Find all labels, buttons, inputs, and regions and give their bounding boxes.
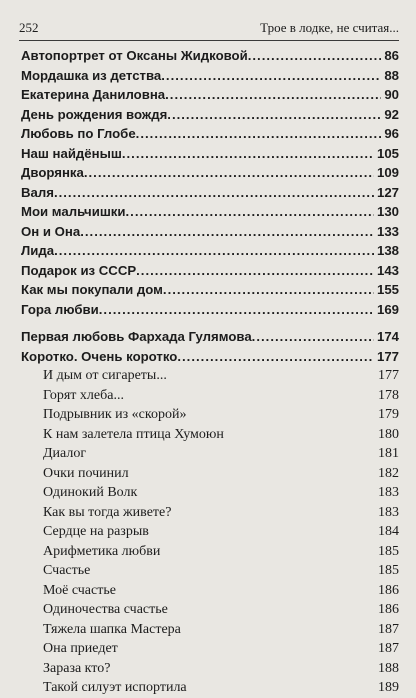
- toc-entry-title: Мордашка из детства: [21, 67, 162, 83]
- dot-leader: [163, 280, 374, 300]
- toc-entry: [21, 620, 399, 640]
- toc-entry-page: 187: [378, 641, 399, 656]
- toc-entry-title: Счастье: [43, 563, 91, 578]
- toc-entry: [21, 163, 399, 183]
- page-header: [19, 18, 399, 41]
- toc-entry-title: Екатерина Даниловна: [21, 87, 166, 102]
- toc-entry-page: 181: [378, 446, 399, 461]
- toc-entry: [21, 202, 399, 222]
- toc-entry-page: 174: [376, 329, 399, 344]
- toc-entry-page: 105: [376, 145, 399, 161]
- toc-entry-title: Зараза кто?: [43, 660, 111, 676]
- section-gap: [21, 319, 399, 327]
- toc-entry-page: 186: [378, 582, 399, 598]
- toc-entry-title: Диалог: [43, 446, 87, 461]
- toc-entry-title: Он и Она: [21, 223, 81, 239]
- toc-entry: [21, 678, 399, 698]
- toc-entry-page: 187: [378, 621, 399, 637]
- toc-entry: [21, 144, 399, 164]
- toc-entry-page: 177: [378, 368, 399, 383]
- toc-entry: [21, 66, 399, 86]
- toc-entry: [21, 222, 399, 242]
- toc-entry-title: Подарок из СССР: [21, 262, 137, 278]
- toc-entry-page: 183: [378, 485, 399, 500]
- dot-leader: [252, 327, 374, 347]
- toc-entry-page: 189: [378, 680, 399, 695]
- dot-leader: [165, 85, 381, 105]
- dot-leader: [80, 222, 374, 242]
- toc-entry: [21, 444, 399, 464]
- toc-entry-title: Очки починил: [43, 465, 129, 481]
- toc-entry-title: Валя: [21, 184, 54, 200]
- dot-leader: [136, 261, 374, 281]
- toc-entry-page: 155: [376, 282, 399, 297]
- toc-group-second: [21, 327, 399, 366]
- toc-entry: [21, 327, 399, 347]
- toc-entry-title: Одинокий Волк: [43, 485, 138, 500]
- toc-entry-title: Любовь по Глобе: [21, 126, 136, 141]
- toc-entry-page: 182: [378, 465, 399, 481]
- toc-entry: [21, 105, 399, 125]
- toc-entry: [21, 300, 399, 320]
- toc-entry-page: 90: [384, 87, 399, 102]
- dot-leader: [54, 241, 374, 261]
- toc-entry-title: Такой силуэт испортила: [43, 680, 187, 695]
- dot-leader: [248, 46, 382, 66]
- toc-entry-title: Наш найдёныш: [21, 145, 122, 161]
- dot-leader: [177, 347, 374, 367]
- toc-entry-title: Тяжела шапка Мастера: [43, 621, 181, 637]
- toc-entry-title: Арифметика любви: [43, 543, 161, 559]
- toc-entry-title: Автопортрет от Оксаны Жидковой: [21, 48, 248, 63]
- toc-entry-title: Гора любви: [21, 301, 99, 317]
- toc-entry-page: 184: [378, 524, 399, 539]
- toc-entry: [21, 405, 399, 425]
- toc-group-main: [21, 46, 399, 319]
- table-of-contents: [21, 46, 399, 698]
- toc-entry-page: 127: [376, 184, 399, 200]
- toc-entry-title: Подрывник из «скорой»: [43, 407, 187, 422]
- toc-entry: [21, 464, 399, 484]
- toc-entry: [21, 261, 399, 281]
- toc-group-sub: [21, 366, 399, 698]
- toc-entry-page: 180: [378, 426, 399, 442]
- toc-entry-title: Она приедет: [43, 641, 118, 656]
- dot-leader: [122, 144, 374, 164]
- toc-entry-page: 186: [378, 602, 399, 617]
- toc-entry: [21, 600, 399, 620]
- toc-entry: [21, 503, 399, 523]
- toc-entry-title: Мои мальчишки: [21, 204, 126, 219]
- toc-entry: [21, 386, 399, 406]
- toc-entry-page: 130: [376, 204, 399, 219]
- toc-entry-title: Горят хлеба...: [43, 387, 124, 403]
- toc-entry-page: 185: [378, 543, 399, 559]
- toc-entry: [21, 542, 399, 562]
- toc-entry-page: 92: [384, 106, 399, 122]
- toc-entry-page: 88: [384, 67, 399, 83]
- toc-entry-title: Лида: [21, 243, 55, 258]
- toc-entry-page: 96: [384, 126, 399, 141]
- toc-entry-title: Коротко. Очень коротко: [21, 348, 178, 364]
- toc-entry-title: К нам залетела птица Хумоюн: [43, 426, 224, 442]
- toc-entry: [21, 659, 399, 679]
- toc-entry-page: 183: [378, 504, 399, 520]
- toc-entry: [21, 280, 399, 300]
- toc-entry-title: Первая любовь Фархада Гулямова: [21, 329, 252, 344]
- toc-entry: [21, 46, 399, 66]
- toc-entry-page: 86: [384, 48, 399, 63]
- toc-entry: [21, 241, 399, 261]
- toc-entry-page: 109: [376, 165, 399, 180]
- toc-entry: [21, 425, 399, 445]
- toc-entry-title: Одиночества счастье: [43, 602, 168, 617]
- toc-entry: [21, 522, 399, 542]
- toc-entry: [21, 183, 399, 203]
- toc-entry-page: 178: [378, 387, 399, 403]
- dot-leader: [136, 124, 382, 144]
- toc-entry: [21, 366, 399, 386]
- toc-entry-title: Как мы покупали дом: [21, 282, 163, 297]
- toc-entry: [21, 483, 399, 503]
- toc-entry-title: Как вы тогда живете?: [43, 504, 172, 520]
- dot-leader: [99, 300, 374, 320]
- toc-entry: [21, 85, 399, 105]
- toc-entry-title: И дым от сигареты...: [43, 368, 167, 383]
- toc-entry-title: Моё счастье: [43, 582, 116, 598]
- toc-entry-page: 188: [378, 660, 399, 676]
- running-title: Трое в лодке, не считая...: [260, 20, 399, 35]
- toc-entry: [21, 124, 399, 144]
- dot-leader: [84, 163, 374, 183]
- page-number: 252: [19, 20, 39, 35]
- dot-leader: [161, 66, 381, 86]
- toc-entry-page: 179: [378, 407, 399, 422]
- toc-entry: [21, 347, 399, 367]
- dot-leader: [54, 183, 374, 203]
- toc-entry-page: 185: [378, 563, 399, 578]
- toc-entry: [21, 561, 399, 581]
- toc-entry-title: Сердце на разрыв: [43, 524, 149, 539]
- toc-entry: [21, 581, 399, 601]
- toc-entry-page: 169: [376, 301, 399, 317]
- toc-entry-page: 177: [376, 348, 399, 364]
- toc-entry-title: День рождения вождя: [21, 106, 168, 122]
- dot-leader: [167, 105, 381, 125]
- toc-entry-page: 133: [376, 223, 399, 239]
- toc-entry-page: 143: [376, 262, 399, 278]
- toc-entry-title: Дворянка: [21, 165, 84, 180]
- toc-entry-page: 138: [376, 243, 399, 258]
- dot-leader: [126, 202, 374, 222]
